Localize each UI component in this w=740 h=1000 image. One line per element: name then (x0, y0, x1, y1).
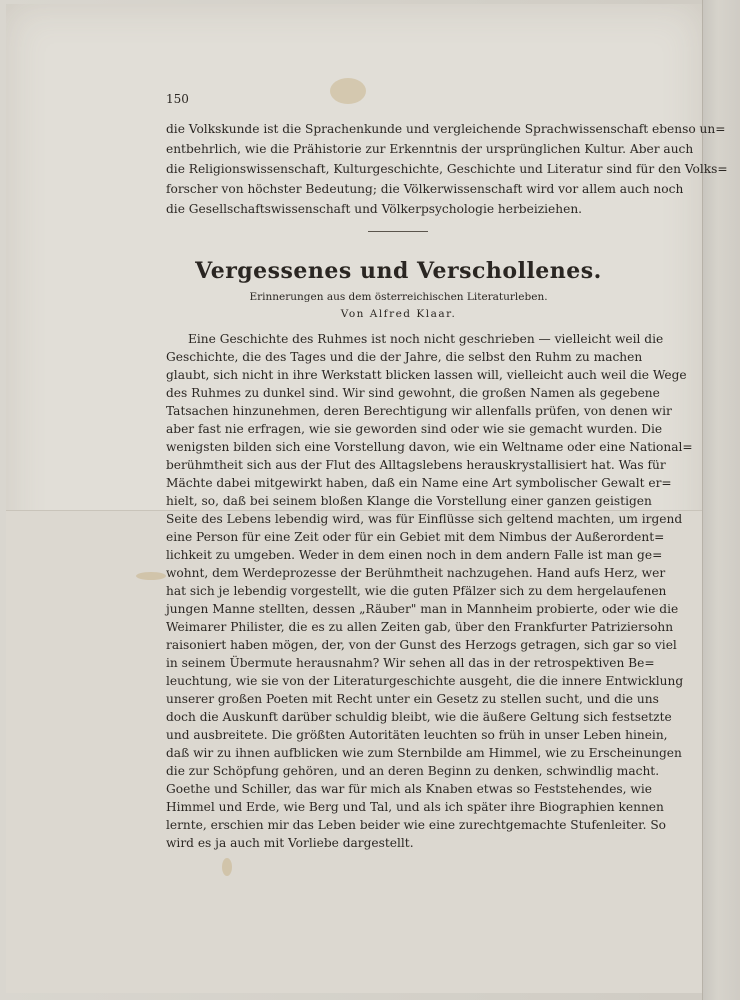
intro-line: die Gesellschaftswissenschaft und Völkerpsychologie herbeiziehen. (166, 202, 583, 216)
body-line: wenigsten bilden sich eine Vorstellung davon, wie ein Weltname oder eine National= (166, 440, 693, 454)
body-line: Mächte dabei mitgewirkt haben, daß ein Name eine Art symbolischer Gewalt er= (166, 476, 672, 490)
body-line: Himmel und Erde, wie Berg und Tal, und als ich später ihre Biographien kennen (166, 800, 664, 814)
body-line: aber fast nie erfragen, wie sie geworden sind oder wie sie gemacht wurden. Die (166, 422, 663, 436)
intro-line: entbehrlich, wie die Prähistorie zur Erkenntnis der ursprünglichen Kultur. Aber auch (166, 142, 694, 156)
body-line: wohnt, dem Werdeprozesse der Berühmtheit nachzugehen. Hand aufs Herz, wer (166, 566, 666, 580)
body-line: Weimarer Philister, die es zu allen Zeiten gab, über den Frankfurter Patriziersohn (166, 620, 674, 634)
body-line: lichkeit zu umgeben. Weder in dem einen noch in dem andern Falle ist man ge= (166, 548, 663, 562)
body-line: doch die Auskunft darüber schuldig bleibt, wie die äußere Geltung sich festsetzte (166, 710, 672, 724)
article-author: Von Alfred Klaar. (340, 308, 457, 320)
body-line: jungen Manne stellten, dessen „Räuber" man in Mannheim probierte, oder wie die (166, 602, 679, 616)
body-line: leuchtung, wie sie von der Literaturgeschichte ausgeht, die die innere Entwicklung (166, 674, 684, 688)
body-line: die zur Schöpfung gehören, und an deren Beginn zu denken, schwindlig macht. (166, 764, 660, 778)
intro-line: die Religionswissenschaft, Kulturgeschichte, Geschichte und Literatur sind für den Volks= (166, 162, 728, 176)
body-line: Goethe und Schiller, das war für mich als Knaben etwas so Feststehendes, wie (166, 782, 652, 796)
body-line: Seite des Lebens lebendig wird, was für Einflüsse sich geltend machten, um irgend (166, 512, 683, 526)
body-line: raisoniert haben mögen, der, von der Gunst des Herzogs getragen, sich gar so viel (166, 638, 677, 652)
body-line: wird es ja auch mit Vorliebe dargestellt. (166, 836, 414, 850)
body-line: berühmtheit sich aus der Flut des Alltagslebens herauskrystallisiert hat. Was für (166, 458, 666, 472)
body-line: hielt, so, daß bei seinem bloßen Klange die Vorstellung einer ganzen geistigen (166, 494, 652, 508)
body-line: Geschichte, die des Tages und die der Jahre, die selbst den Ruhm zu machen (166, 350, 643, 364)
intro-line: die Volkskunde ist die Sprachenkunde und vergleichende Sprachwissenschaft ebenso un= (166, 122, 726, 136)
body-line: in seinem Übermute herausnahm? Wir sehen all das in der retrospektiven Be= (166, 656, 655, 670)
body-line: hat sich je lebendig vorgestellt, wie die guten Pfälzer sich zu dem hergelaufenen (166, 584, 667, 598)
body-line: daß wir zu ihnen aufblicken wie zum Sternbilde am Himmel, wie zu Erscheinungen (166, 746, 682, 760)
body-line: Tatsachen hinzunehmen, deren Berechtigung wir allenfalls prüfen, von denen wir (166, 404, 672, 418)
body-line: lernte, erschien mir das Leben beider wie eine zurechtgemachte Stufenleiter. So (166, 818, 667, 832)
body-line: Eine Geschichte des Ruhmes ist noch nicht geschrieben — vielleicht weil die (188, 332, 664, 346)
body-line: eine Person für eine Zeit oder für ein Gebiet mit dem Nimbus der Außerordent= (166, 530, 665, 544)
intro-line: forscher von höchster Bedeutung; die Völkerwissenschaft wird vor allem auch noch (166, 182, 684, 196)
body-line: glaubt, sich nicht in ihre Werkstatt blicken lassen will, vielleicht auch weil die Wege (166, 368, 687, 382)
article-title: Vergessenes und Verschollenes. (195, 258, 602, 284)
body-line: unserer großen Poeten mit Recht unter ein Gesetz zu stellen sucht, und die uns (166, 692, 659, 706)
section-divider (368, 231, 428, 232)
body-line: des Ruhmes zu dunkel sind. Wir sind gewohnt, die großen Namen als gegebene (166, 386, 660, 400)
article-subtitle: Erinnerungen aus dem österreichischen Literaturleben. (249, 291, 548, 303)
page-number: 150 (166, 92, 189, 106)
body-line: und ausbreitete. Die größten Autoritäten leuchten so früh in unser Leben hinein, (166, 728, 668, 742)
